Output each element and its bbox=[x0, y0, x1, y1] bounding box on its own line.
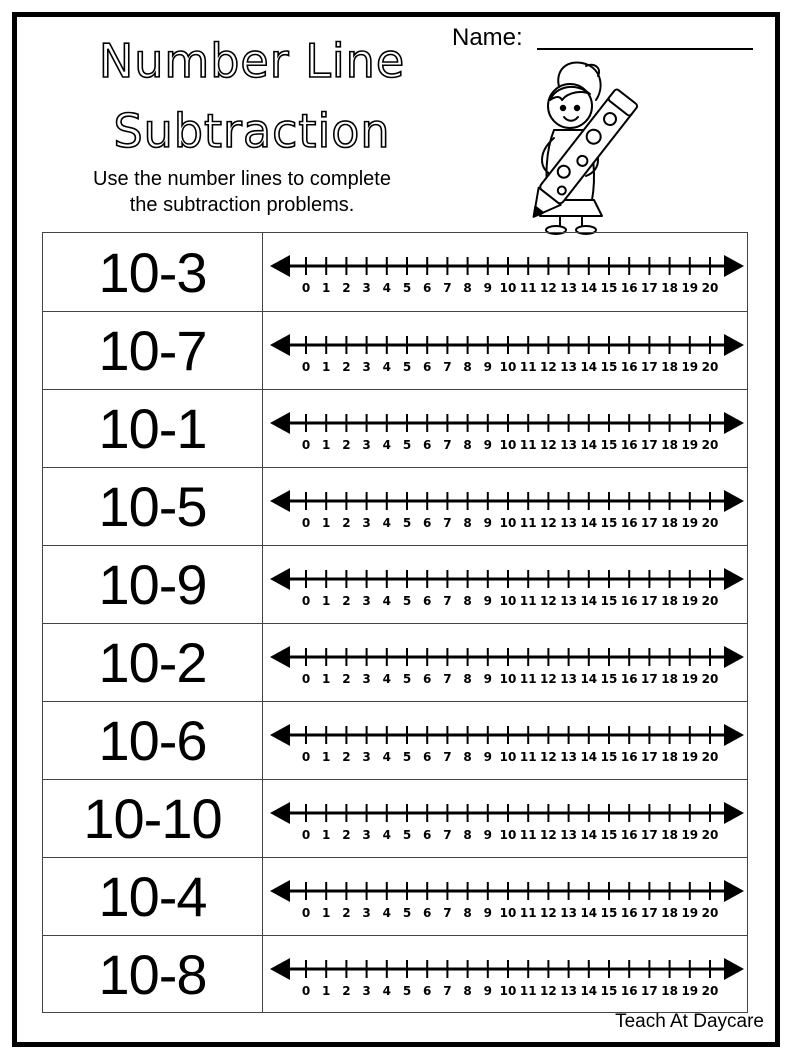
tick-label: 17 bbox=[641, 828, 658, 842]
tick-label: 4 bbox=[382, 438, 391, 452]
tick-label: 19 bbox=[681, 594, 699, 608]
tick-label: 8 bbox=[463, 360, 472, 374]
tick-label: 18 bbox=[661, 984, 678, 998]
left-arrow-icon bbox=[270, 255, 290, 277]
number-line bbox=[264, 233, 747, 311]
tick-label: 9 bbox=[483, 750, 492, 764]
tick-label: 20 bbox=[701, 516, 719, 530]
tick-label: 2 bbox=[342, 672, 351, 686]
tick-label: 3 bbox=[362, 672, 371, 686]
right-arrow-icon bbox=[724, 802, 744, 824]
tick-label: 8 bbox=[463, 516, 472, 530]
tick-label: 4 bbox=[382, 516, 391, 530]
problem-text: 10-9 bbox=[43, 546, 263, 623]
tick-label: 5 bbox=[402, 516, 412, 530]
tick-label: 9 bbox=[483, 594, 492, 608]
tick-label: 19 bbox=[681, 516, 699, 530]
problem-text: 10-4 bbox=[43, 858, 263, 935]
tick-label: 10 bbox=[499, 672, 517, 686]
tick-label: 12 bbox=[540, 984, 557, 998]
tick-label: 6 bbox=[423, 360, 432, 374]
tick-label: 7 bbox=[443, 360, 452, 374]
tick-label: 9 bbox=[483, 516, 492, 530]
tick-label: 6 bbox=[423, 281, 432, 295]
tick-label: 4 bbox=[382, 594, 391, 608]
tick-label: 2 bbox=[342, 360, 351, 374]
tick-label: 6 bbox=[423, 906, 432, 920]
tick-label: 20 bbox=[701, 750, 719, 764]
tick-label: 1 bbox=[322, 594, 331, 608]
tick-label: 2 bbox=[342, 281, 351, 295]
tick-label: 1 bbox=[322, 360, 331, 374]
tick-label: 0 bbox=[301, 906, 311, 920]
tick-label: 12 bbox=[540, 750, 557, 764]
tick-label: 8 bbox=[463, 281, 472, 295]
tick-label: 14 bbox=[580, 438, 598, 452]
tick-label: 20 bbox=[701, 594, 719, 608]
tick-label: 18 bbox=[661, 516, 678, 530]
tick-label: 0 bbox=[301, 750, 311, 764]
tick-label: 16 bbox=[620, 906, 638, 920]
tick-label: 7 bbox=[443, 984, 452, 998]
tick-label: 20 bbox=[701, 281, 719, 295]
tick-label: 5 bbox=[402, 438, 412, 452]
table-row bbox=[43, 233, 747, 311]
girl-with-pencil-icon bbox=[498, 60, 648, 236]
number-line bbox=[264, 624, 747, 702]
tick-label: 6 bbox=[423, 516, 432, 530]
tick-label: 10 bbox=[499, 906, 517, 920]
tick-label: 9 bbox=[483, 672, 492, 686]
tick-label: 20 bbox=[701, 984, 719, 998]
tick-label: 16 bbox=[620, 984, 638, 998]
tick-label: 12 bbox=[540, 672, 557, 686]
number-line bbox=[264, 390, 747, 468]
tick-label: 7 bbox=[443, 281, 452, 295]
tick-label: 18 bbox=[661, 750, 678, 764]
tick-label: 13 bbox=[560, 594, 577, 608]
tick-label: 0 bbox=[301, 516, 311, 530]
tick-label: 19 bbox=[681, 906, 699, 920]
tick-label: 15 bbox=[600, 750, 618, 764]
left-arrow-icon bbox=[270, 880, 290, 902]
tick-label: 8 bbox=[463, 672, 472, 686]
tick-label: 7 bbox=[443, 828, 452, 842]
right-arrow-icon bbox=[724, 646, 744, 668]
tick-label: 8 bbox=[463, 984, 472, 998]
tick-label: 5 bbox=[402, 906, 412, 920]
tick-label: 1 bbox=[322, 828, 331, 842]
tick-label: 3 bbox=[362, 984, 371, 998]
number-line bbox=[264, 312, 747, 390]
number-line bbox=[264, 702, 747, 780]
left-arrow-icon bbox=[270, 568, 290, 590]
tick-label: 18 bbox=[661, 672, 678, 686]
tick-label: 16 bbox=[620, 672, 638, 686]
tick-label: 10 bbox=[499, 281, 517, 295]
tick-label: 12 bbox=[540, 516, 557, 530]
tick-label: 13 bbox=[560, 906, 577, 920]
tick-label: 9 bbox=[483, 360, 492, 374]
tick-label: 19 bbox=[681, 281, 699, 295]
table-row bbox=[43, 701, 747, 779]
tick-label: 17 bbox=[641, 594, 658, 608]
tick-label: 10 bbox=[499, 594, 517, 608]
tick-label: 14 bbox=[580, 516, 598, 530]
tick-label: 14 bbox=[580, 281, 598, 295]
tick-label: 16 bbox=[620, 750, 638, 764]
tick-label: 8 bbox=[463, 594, 472, 608]
tick-label: 5 bbox=[402, 672, 412, 686]
instructions-line2: the subtraction problems. bbox=[129, 194, 355, 216]
tick-label: 6 bbox=[423, 984, 432, 998]
tick-label: 0 bbox=[301, 828, 311, 842]
credit-text: Teach At Daycare bbox=[615, 1011, 764, 1032]
tick-label: 2 bbox=[342, 906, 351, 920]
tick-label: 4 bbox=[382, 281, 391, 295]
tick-label: 11 bbox=[519, 438, 537, 452]
tick-label: 14 bbox=[580, 828, 598, 842]
tick-label: 15 bbox=[600, 594, 618, 608]
tick-label: 15 bbox=[600, 360, 618, 374]
tick-label: 3 bbox=[362, 594, 371, 608]
tick-label: 11 bbox=[519, 984, 537, 998]
tick-label: 2 bbox=[342, 438, 351, 452]
tick-label: 11 bbox=[519, 360, 537, 374]
table-row bbox=[43, 779, 747, 857]
tick-label: 7 bbox=[443, 594, 452, 608]
tick-label: 1 bbox=[322, 906, 331, 920]
tick-label: 10 bbox=[499, 360, 517, 374]
tick-label: 1 bbox=[322, 281, 331, 295]
tick-label: 8 bbox=[463, 906, 472, 920]
tick-label: 16 bbox=[620, 281, 638, 295]
table-row bbox=[43, 935, 747, 1013]
right-arrow-icon bbox=[724, 490, 744, 512]
tick-label: 17 bbox=[641, 360, 658, 374]
instructions-line1: Use the number lines to complete bbox=[93, 168, 391, 190]
tick-label: 19 bbox=[681, 672, 699, 686]
tick-label: 9 bbox=[483, 828, 492, 842]
table-row bbox=[43, 311, 747, 389]
tick-label: 5 bbox=[402, 594, 412, 608]
tick-label: 5 bbox=[402, 360, 412, 374]
tick-label: 2 bbox=[342, 750, 351, 764]
tick-label: 7 bbox=[443, 750, 452, 764]
tick-label: 0 bbox=[301, 438, 311, 452]
tick-label: 18 bbox=[661, 906, 678, 920]
tick-label: 13 bbox=[560, 984, 577, 998]
tick-label: 16 bbox=[620, 516, 638, 530]
tick-label: 6 bbox=[423, 672, 432, 686]
tick-label: 14 bbox=[580, 984, 598, 998]
left-arrow-icon bbox=[270, 646, 290, 668]
problem-table bbox=[42, 232, 748, 1013]
tick-label: 2 bbox=[342, 516, 351, 530]
tick-label: 20 bbox=[701, 828, 719, 842]
tick-label: 6 bbox=[423, 438, 432, 452]
tick-label: 12 bbox=[540, 438, 557, 452]
tick-label: 15 bbox=[600, 828, 618, 842]
tick-label: 12 bbox=[540, 281, 557, 295]
tick-label: 5 bbox=[402, 750, 412, 764]
tick-label: 0 bbox=[301, 360, 311, 374]
tick-label: 12 bbox=[540, 594, 557, 608]
instructions bbox=[32, 166, 452, 218]
tick-label: 9 bbox=[483, 438, 492, 452]
name-label: Name: bbox=[452, 24, 523, 51]
tick-label: 20 bbox=[701, 672, 719, 686]
tick-label: 4 bbox=[382, 984, 391, 998]
tick-label: 10 bbox=[499, 984, 517, 998]
left-arrow-icon bbox=[270, 802, 290, 824]
tick-label: 11 bbox=[519, 906, 537, 920]
tick-label: 12 bbox=[540, 828, 557, 842]
tick-label: 16 bbox=[620, 438, 638, 452]
left-arrow-icon bbox=[270, 490, 290, 512]
tick-label: 17 bbox=[641, 672, 658, 686]
tick-label: 6 bbox=[423, 594, 432, 608]
table-row bbox=[43, 857, 747, 935]
right-arrow-icon bbox=[724, 412, 744, 434]
tick-label: 1 bbox=[322, 750, 331, 764]
tick-label: 19 bbox=[681, 750, 699, 764]
tick-label: 14 bbox=[580, 360, 598, 374]
tick-label: 14 bbox=[580, 750, 598, 764]
tick-label: 15 bbox=[600, 281, 618, 295]
tick-label: 18 bbox=[661, 594, 678, 608]
tick-label: 17 bbox=[641, 906, 658, 920]
tick-label: 0 bbox=[301, 594, 311, 608]
tick-label: 14 bbox=[580, 672, 598, 686]
tick-label: 13 bbox=[560, 750, 577, 764]
problem-text: 10-5 bbox=[43, 468, 263, 545]
problem-text: 10-6 bbox=[43, 702, 263, 779]
left-arrow-icon bbox=[270, 412, 290, 434]
tick-label: 5 bbox=[402, 828, 412, 842]
worksheet-title-line1: Number Line bbox=[98, 34, 406, 88]
table-row bbox=[43, 545, 747, 623]
tick-label: 13 bbox=[560, 438, 577, 452]
tick-label: 19 bbox=[681, 828, 699, 842]
tick-label: 17 bbox=[641, 516, 658, 530]
tick-label: 20 bbox=[701, 906, 719, 920]
tick-label: 0 bbox=[301, 984, 311, 998]
tick-label: 11 bbox=[519, 828, 537, 842]
tick-label: 11 bbox=[519, 281, 537, 295]
tick-label: 10 bbox=[499, 516, 517, 530]
tick-label: 10 bbox=[499, 750, 517, 764]
tick-label: 13 bbox=[560, 516, 577, 530]
number-line bbox=[264, 546, 747, 624]
tick-label: 14 bbox=[580, 594, 598, 608]
tick-label: 3 bbox=[362, 906, 371, 920]
tick-label: 9 bbox=[483, 281, 492, 295]
tick-label: 1 bbox=[322, 438, 331, 452]
tick-label: 18 bbox=[661, 438, 678, 452]
tick-label: 11 bbox=[519, 594, 537, 608]
tick-label: 8 bbox=[463, 750, 472, 764]
tick-label: 3 bbox=[362, 281, 371, 295]
left-arrow-icon bbox=[270, 334, 290, 356]
tick-label: 18 bbox=[661, 360, 678, 374]
right-arrow-icon bbox=[724, 568, 744, 590]
tick-label: 5 bbox=[402, 281, 412, 295]
tick-label: 17 bbox=[641, 984, 658, 998]
tick-label: 7 bbox=[443, 516, 452, 530]
problem-text: 10-7 bbox=[43, 312, 263, 389]
tick-label: 13 bbox=[560, 360, 577, 374]
tick-label: 11 bbox=[519, 516, 537, 530]
tick-label: 16 bbox=[620, 828, 638, 842]
tick-label: 3 bbox=[362, 750, 371, 764]
tick-label: 7 bbox=[443, 672, 452, 686]
number-line bbox=[264, 468, 747, 546]
tick-label: 14 bbox=[580, 906, 598, 920]
tick-label: 17 bbox=[641, 750, 658, 764]
tick-label: 18 bbox=[661, 281, 678, 295]
tick-label: 6 bbox=[423, 828, 432, 842]
number-line bbox=[264, 858, 747, 936]
tick-label: 12 bbox=[540, 906, 557, 920]
number-line bbox=[264, 780, 747, 858]
tick-label: 20 bbox=[701, 438, 719, 452]
table-row bbox=[43, 467, 747, 545]
tick-label: 0 bbox=[301, 672, 311, 686]
tick-label: 16 bbox=[620, 594, 638, 608]
tick-label: 18 bbox=[661, 828, 678, 842]
tick-label: 8 bbox=[463, 828, 472, 842]
tick-label: 16 bbox=[620, 360, 638, 374]
tick-label: 15 bbox=[600, 516, 618, 530]
right-arrow-icon bbox=[724, 880, 744, 902]
tick-label: 7 bbox=[443, 906, 452, 920]
tick-label: 4 bbox=[382, 828, 391, 842]
tick-label: 4 bbox=[382, 906, 391, 920]
tick-label: 3 bbox=[362, 360, 371, 374]
problem-text: 10-3 bbox=[43, 233, 263, 311]
tick-label: 6 bbox=[423, 750, 432, 764]
right-arrow-icon bbox=[724, 958, 744, 980]
tick-label: 10 bbox=[499, 828, 517, 842]
number-line bbox=[264, 936, 747, 1014]
tick-label: 19 bbox=[681, 438, 699, 452]
tick-label: 9 bbox=[483, 984, 492, 998]
right-arrow-icon bbox=[724, 724, 744, 746]
tick-label: 4 bbox=[382, 360, 391, 374]
tick-label: 3 bbox=[362, 438, 371, 452]
tick-label: 2 bbox=[342, 984, 351, 998]
tick-label: 2 bbox=[342, 594, 351, 608]
right-arrow-icon bbox=[724, 255, 744, 277]
tick-label: 13 bbox=[560, 281, 577, 295]
tick-label: 13 bbox=[560, 828, 577, 842]
tick-label: 15 bbox=[600, 438, 618, 452]
tick-label: 4 bbox=[382, 750, 391, 764]
tick-label: 0 bbox=[301, 281, 311, 295]
tick-label: 1 bbox=[322, 984, 331, 998]
tick-label: 15 bbox=[600, 984, 618, 998]
tick-label: 13 bbox=[560, 672, 577, 686]
tick-label: 4 bbox=[382, 672, 391, 686]
tick-label: 12 bbox=[540, 360, 557, 374]
tick-label: 7 bbox=[443, 438, 452, 452]
tick-label: 11 bbox=[519, 750, 537, 764]
tick-label: 15 bbox=[600, 906, 618, 920]
tick-label: 20 bbox=[701, 360, 719, 374]
left-arrow-icon bbox=[270, 958, 290, 980]
tick-label: 9 bbox=[483, 906, 492, 920]
problem-text: 10-1 bbox=[43, 390, 263, 467]
tick-label: 11 bbox=[519, 672, 537, 686]
left-arrow-icon bbox=[270, 724, 290, 746]
tick-label: 1 bbox=[322, 672, 331, 686]
right-arrow-icon bbox=[724, 334, 744, 356]
tick-label: 3 bbox=[362, 828, 371, 842]
table-row bbox=[43, 389, 747, 467]
tick-label: 5 bbox=[402, 984, 412, 998]
tick-label: 17 bbox=[641, 438, 658, 452]
problem-text: 10-8 bbox=[43, 936, 263, 1013]
tick-label: 1 bbox=[322, 516, 331, 530]
worksheet-title-line2: Subtraction bbox=[113, 104, 391, 158]
tick-label: 10 bbox=[499, 438, 517, 452]
tick-label: 8 bbox=[463, 438, 472, 452]
problem-text: 10-10 bbox=[43, 780, 263, 857]
tick-label: 19 bbox=[681, 984, 699, 998]
name-field[interactable] bbox=[537, 48, 753, 50]
table-row bbox=[43, 623, 747, 701]
problem-text: 10-2 bbox=[43, 624, 263, 701]
tick-label: 17 bbox=[641, 281, 658, 295]
tick-label: 15 bbox=[600, 672, 618, 686]
tick-label: 19 bbox=[681, 360, 699, 374]
tick-label: 3 bbox=[362, 516, 371, 530]
tick-label: 2 bbox=[342, 828, 351, 842]
